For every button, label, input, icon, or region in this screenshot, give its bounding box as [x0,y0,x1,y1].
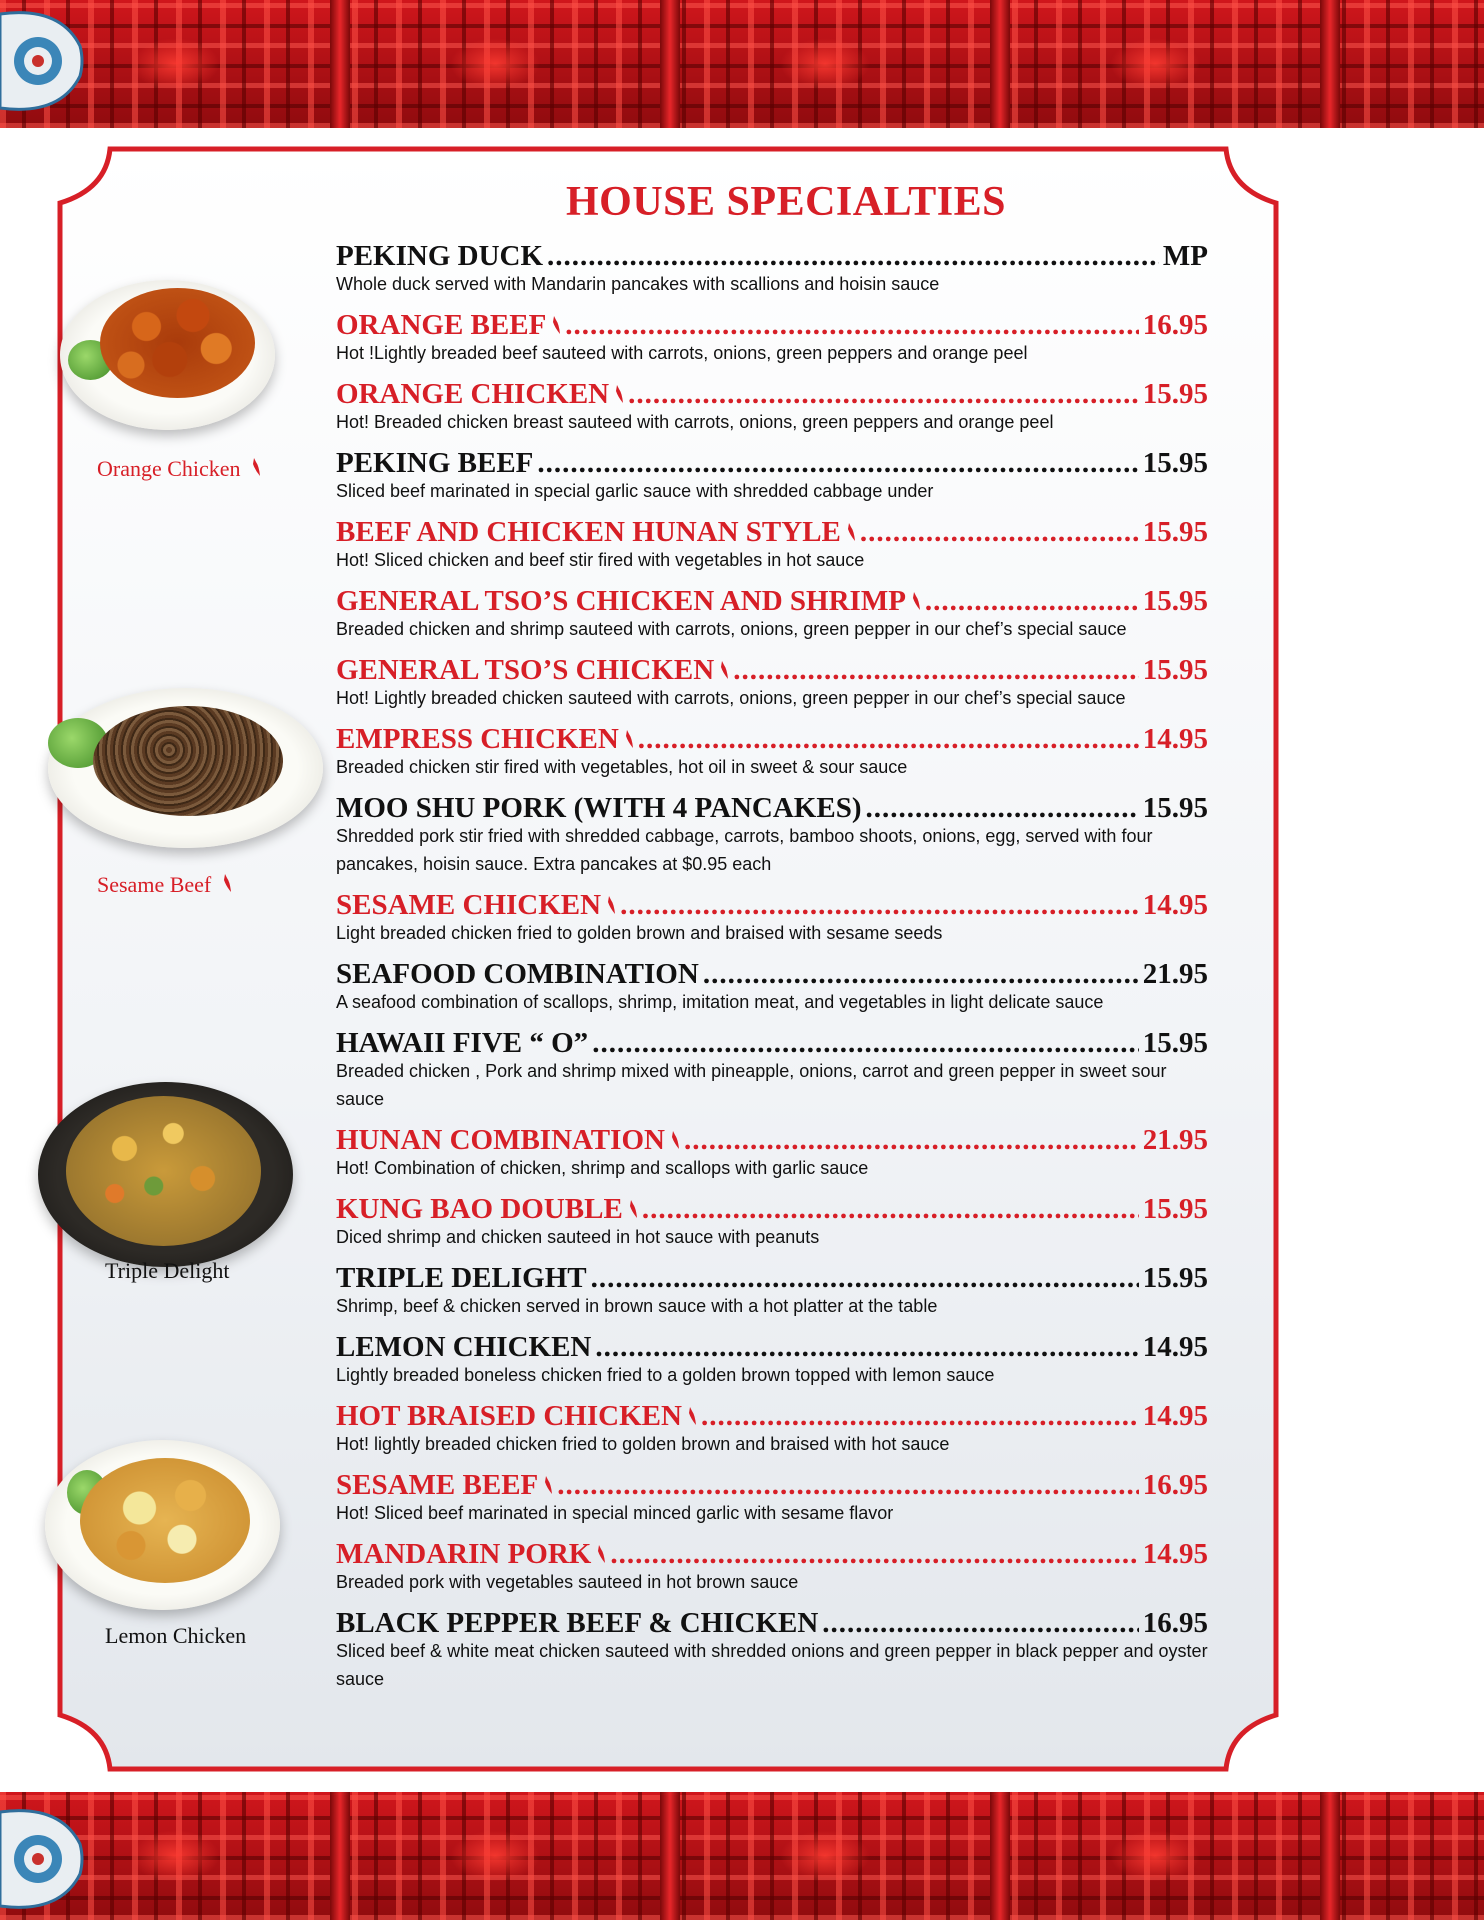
menu-item [336,887,1208,947]
dot-leader [860,514,1139,550]
orange-chicken-photo [60,280,275,430]
menu-item [336,956,1208,1016]
dish-name-text: SESAME CHICKEN [336,889,602,921]
dish-description: Shredded pork stir fried with shredded cabbage, carrots, bamboo shoots, onions, egg, served with four pancakes, hoisin sauce. Extra pancakes at $0.95 each [336,826,1153,874]
dish-price: 21.95 [1142,1124,1208,1156]
dish-name-text: BLACK PEPPER BEEF & CHICKEN [336,1607,819,1639]
menu-item [336,376,1208,436]
menu-item-header [336,445,1208,481]
dish-name [336,1329,591,1365]
chili-pepper-icon [606,896,616,916]
chili-pepper-icon [670,1131,680,1151]
dish-description: Breaded chicken , Pork and shrimp mixed with pineapple, onions, carrot and green pepper in sweet sour sauce [336,1061,1167,1109]
dish-price: 15.95 [1142,1262,1208,1294]
menu-item [336,1467,1208,1527]
dish-name [336,1191,638,1227]
dish-name-text: SESAME BEEF [336,1469,539,1501]
medallion-ornament-icon [0,6,84,116]
triple-delight-caption: Triple Delight [105,1258,230,1283]
dish-description: Sliced beef marinated in special garlic sauce with shredded cabbage under [336,481,934,501]
top-lattice-border [0,0,1484,128]
dish-price: 15.95 [1142,378,1208,410]
chili-pepper-icon [222,874,232,894]
chili-pepper-icon [628,1200,638,1220]
orange-chicken-caption: Orange Chicken [97,456,261,482]
menu-item-header [336,376,1208,412]
dish-price: 16.95 [1142,309,1208,341]
menu-item [336,1025,1208,1113]
menu-item-header [336,1260,1208,1296]
sesame-beef-caption: Sesame Beef [97,872,232,898]
lemon-chicken-photo [45,1440,280,1610]
dish-description: A seafood combination of scallops, shrimp, imitation meat, and vegetables in light delicate sauce [336,992,1104,1012]
dish-name [336,652,729,688]
dish-name [336,1398,697,1434]
menu-item-header [336,307,1208,343]
menu-item-list [336,238,1208,1702]
dot-leader [557,1467,1139,1503]
menu-item-header [336,721,1208,757]
dish-price: 14.95 [1142,723,1208,755]
menu-item-header [336,514,1208,550]
dish-price: 15.95 [1142,447,1208,479]
dish-price: 16.95 [1142,1469,1208,1501]
menu-item [336,1398,1208,1458]
dish-name-text: KUNG BAO DOUBLE [336,1193,623,1225]
dish-price: MP [1162,240,1208,272]
menu-item [336,1122,1208,1182]
dish-price: 14.95 [1142,1400,1208,1432]
menu-item-header [336,790,1208,826]
menu-item-header [336,1329,1208,1365]
medallion-ornament-icon [0,1804,84,1914]
menu-item-header [336,887,1208,923]
dish-description: Diced shrimp and chicken sauteed in hot sauce with peanuts [336,1227,820,1247]
menu-item [336,721,1208,781]
dish-name [336,887,616,923]
dish-name [336,1605,818,1641]
dish-description: Light breaded chicken fried to golden brown and braised with sesame seeds [336,923,943,943]
dish-name-text: MOO SHU PORK (WITH 4 PANCAKES) [336,792,862,824]
chili-pepper-icon [687,1407,697,1427]
dish-description: Hot! Breaded chicken breast sauteed with carrots, onions, green peppers and orange peel [336,412,1054,432]
chili-pepper-icon [911,592,921,612]
dish-price: 15.95 [1142,516,1208,548]
dish-description: Lightly breaded boneless chicken fried to a golden brown topped with lemon sauce [336,1365,995,1385]
menu-item [336,1605,1208,1693]
menu-item-header [336,1605,1208,1641]
menu-item-header [336,956,1208,992]
dish-price: 16.95 [1142,1607,1208,1639]
dish-description: Shrimp, beef & chicken served in brown sauce with a hot platter at the table [336,1296,938,1316]
menu-item [336,1191,1208,1251]
dish-name [336,1467,553,1503]
dot-leader [565,307,1138,343]
dish-price: 15.95 [1142,1193,1208,1225]
dish-name-text: HOT BRAISED CHICKEN [336,1400,682,1432]
menu-item-header [336,652,1208,688]
page-title: HOUSE SPECIALTIES [566,179,1006,225]
menu-item [336,445,1208,505]
dish-name [336,721,634,757]
chili-pepper-icon [596,1545,606,1565]
dish-description: Hot! Combination of chicken, shrimp and scallops with garlic sauce [336,1158,869,1178]
menu-item [336,514,1208,574]
dot-leader [547,238,1159,274]
chili-pepper-icon [614,385,624,405]
dish-description: Breaded chicken and shrimp sauteed with carrots, onions, green pepper in our chef’s special sauce [336,619,1127,639]
dot-leader [642,1191,1139,1227]
dish-name-text: TRIPLE DELIGHT [336,1262,587,1294]
menu-item [336,1536,1208,1596]
dish-name-text: PEKING DUCK [336,240,544,272]
dish-name-text: HUNAN COMBINATION [336,1124,665,1156]
dish-description: Hot !Lightly breaded beef sauteed with carrots, onions, green peppers and orange peel [336,343,1028,363]
dish-name [336,1536,606,1572]
dish-name [336,1025,588,1061]
chili-pepper-icon [846,523,856,543]
dish-name [336,583,921,619]
dot-leader [638,721,1139,757]
dish-name-text: GENERAL TSO’S CHICKEN [336,654,715,686]
dish-name [336,790,862,826]
menu-item [336,790,1208,878]
dish-price: 15.95 [1142,1027,1208,1059]
dot-leader [701,1398,1139,1434]
dish-name-text: ORANGE BEEF [336,309,547,341]
dish-name-text: PEKING BEEF [336,447,534,479]
dot-leader [822,1605,1138,1641]
dish-name [336,1260,587,1296]
dot-leader [925,583,1139,619]
dot-leader [537,445,1138,481]
dish-name [336,445,533,481]
dish-price: 21.95 [1142,958,1208,990]
menu-item-header [336,1191,1208,1227]
dish-name-text: GENERAL TSO’S CHICKEN AND SHRIMP [336,585,906,617]
dish-description: Hot! Lightly breaded chicken sauteed with carrots, onions, green pepper in our chef’s special sauce [336,688,1126,708]
menu-item [336,1329,1208,1389]
menu-item-header [336,583,1208,619]
dish-name [336,956,699,992]
menu-item-header [336,1398,1208,1434]
dish-description: Breaded chicken stir fired with vegetables, hot oil in sweet & sour sauce [336,757,908,777]
dish-price: 14.95 [1142,1331,1208,1363]
dish-description: Hot! Sliced chicken and beef stir fired with vegetables in hot sauce [336,550,865,570]
dish-name-text: HAWAII FIVE “ O” [336,1027,589,1059]
dish-name [336,238,543,274]
dish-name [336,514,856,550]
dot-leader [620,887,1139,923]
dish-description: Whole duck served with Mandarin pancakes with scallions and hoisin sauce [336,274,940,294]
dot-leader [684,1122,1139,1158]
dish-price: 15.95 [1142,585,1208,617]
dish-price: 14.95 [1142,889,1208,921]
dot-leader [610,1536,1138,1572]
menu-item [336,652,1208,712]
chili-pepper-icon [251,458,261,478]
dish-price: 14.95 [1142,1538,1208,1570]
menu-item-header [336,1025,1208,1061]
dish-description: Sliced beef & white meat chicken sauteed with shredded onions and green pepper in black pepper and oyster sauce [336,1641,1208,1689]
dish-price: 15.95 [1142,654,1208,686]
dish-name-text: EMPRESS CHICKEN [336,723,619,755]
chili-pepper-icon [624,730,634,750]
dish-name-text: LEMON CHICKEN [336,1331,592,1363]
dot-leader [592,1025,1139,1061]
sesame-beef-photo [48,688,323,848]
dish-name [336,376,624,412]
chili-pepper-icon [551,316,561,336]
menu-item-header [336,1536,1208,1572]
lemon-chicken-caption: Lemon Chicken [105,1623,247,1648]
menu-item [336,307,1208,367]
menu-item-header [336,1122,1208,1158]
menu-item-header [336,1467,1208,1503]
dish-name [336,1122,680,1158]
dish-name-text: BEEF AND CHICKEN HUNAN STYLE [336,516,841,548]
menu-item [336,238,1208,298]
menu-item [336,583,1208,643]
menu-item-header [336,238,1208,274]
dot-leader [628,376,1139,412]
dish-name-text: MANDARIN PORK [336,1538,592,1570]
dish-name-text: ORANGE CHICKEN [336,378,610,410]
chili-pepper-icon [719,661,729,681]
dish-price: 15.95 [1142,792,1208,824]
dot-leader [703,956,1139,992]
dish-description: Hot! Sliced beef marinated in special minced garlic with sesame flavor [336,1503,894,1523]
dot-leader [866,790,1139,826]
bottom-lattice-border [0,1792,1484,1920]
dish-name-text: SEAFOOD COMBINATION [336,958,699,990]
dish-name [336,307,561,343]
menu-item [336,1260,1208,1320]
dish-description: Hot! lightly breaded chicken fried to golden brown and braised with hot sauce [336,1434,950,1454]
chili-pepper-icon [543,1476,553,1496]
dot-leader [595,1329,1138,1365]
dish-description: Breaded pork with vegetables sauteed in hot brown sauce [336,1572,799,1592]
dot-leader [591,1260,1139,1296]
triple-delight-photo [38,1082,293,1267]
dot-leader [733,652,1139,688]
